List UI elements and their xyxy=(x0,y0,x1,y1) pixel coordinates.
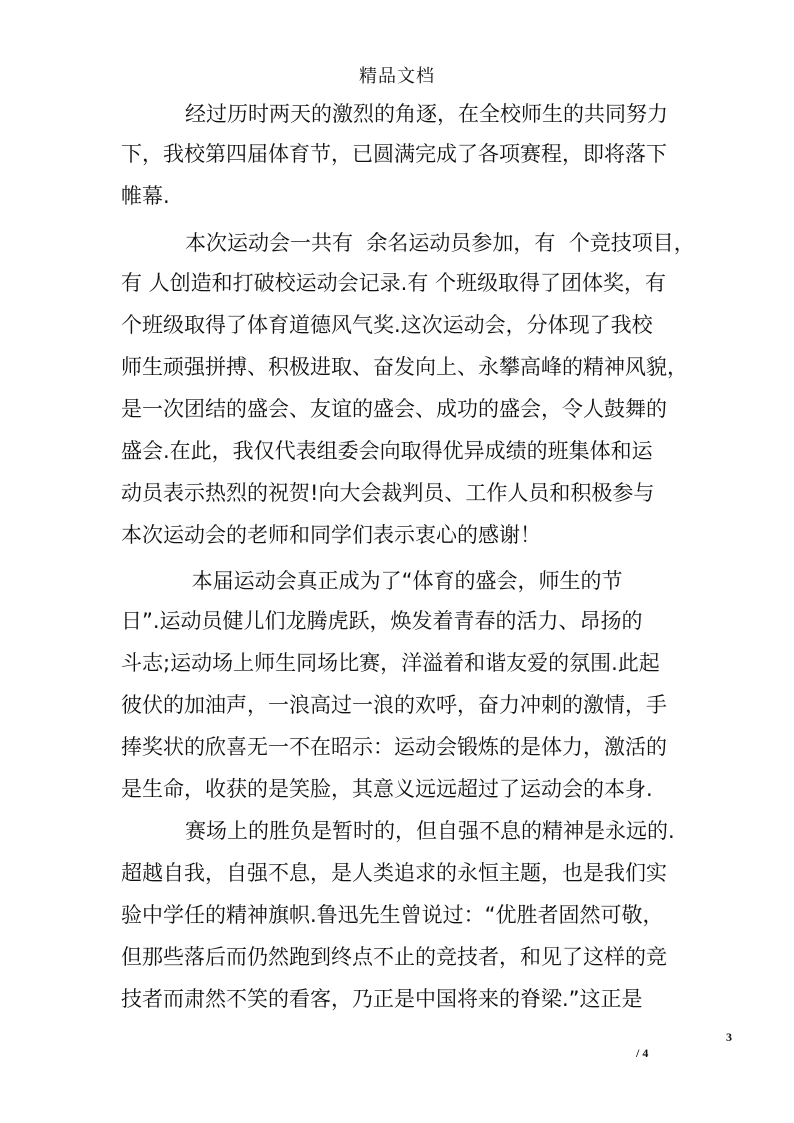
text-line: 本次运动会的老师和同学们表示衷心的感谢！ xyxy=(121,523,541,547)
page-number: 3 xyxy=(726,1030,732,1044)
text-line: 但那些落后而仍然跑到终点不止的竞技者，和见了这样的竞 xyxy=(121,945,667,969)
text-line: 彼伏的加油声，一浪高过一浪的欢呼，奋力冲刺的激情，手 xyxy=(121,693,667,717)
text-line: 斗志;运动场上师生同场比赛，洋溢着和谐友爱的氛围.此起 xyxy=(121,651,660,675)
text-line: 赛场上的胜负是暂时的，但自强不息的精神是永远的. xyxy=(185,819,675,843)
text-line: 日”.运动员健儿们龙腾虎跃，焕发着青春的活力、昂扬的 xyxy=(121,609,643,633)
page-total: / 4 xyxy=(636,1046,649,1060)
text-line: 验中学任的精神旗帜.鲁迅先生曾说过：“优胜者固然可敬， xyxy=(121,903,664,927)
page-header: 精品文档 xyxy=(359,66,435,87)
text-line: 技者而肃然不笑的看客，乃正是中国将来的脊梁.”这正是 xyxy=(121,987,643,1011)
text-line: 捧奖状的欣喜无一不在昭示：运动会锻炼的是体力，激活的 xyxy=(121,735,667,759)
text-line: 经过历时两天的激烈的角逐，在全校师生的共同努力 xyxy=(185,102,668,126)
text-line: 动员表示热烈的祝贺!向大会裁判员、工作人员和积极参与 xyxy=(121,481,655,505)
text-line: 超越自我，自强不息，是人类追求的永恒主题，也是我们实 xyxy=(121,861,667,885)
text-line: 是一次团结的盛会、友谊的盛会、成功的盛会，令人鼓舞的 xyxy=(121,397,667,421)
text-line: 师生顽强拼搏、积极进取、奋发向上、永攀高峰的精神风貌， xyxy=(121,355,688,379)
text-line: 个班级取得了体育道德风气奖.这次运动会，分体现了我校 xyxy=(121,313,653,337)
text-line: 是生命，收获的是笑脸，其意义远远超过了运动会的本身. xyxy=(121,777,653,801)
text-line: 本届运动会真正成为了“体育的盛会，师生的节 xyxy=(185,569,623,593)
text-line: 盛会.在此，我仅代表组委会向取得优异成绩的班集体和运 xyxy=(121,439,653,463)
text-line: 帷幕. xyxy=(121,184,170,208)
text-line: 本次运动会一共有 余名运动员参加，有 个竞技项目， xyxy=(185,231,695,255)
text-line: 有 人创造和打破校运动会记录.有 个班级取得了团体奖，有 xyxy=(121,271,667,295)
text-line: 下，我校第四届体育节，已圆满完成了各项赛程，即将落下 xyxy=(121,142,667,166)
